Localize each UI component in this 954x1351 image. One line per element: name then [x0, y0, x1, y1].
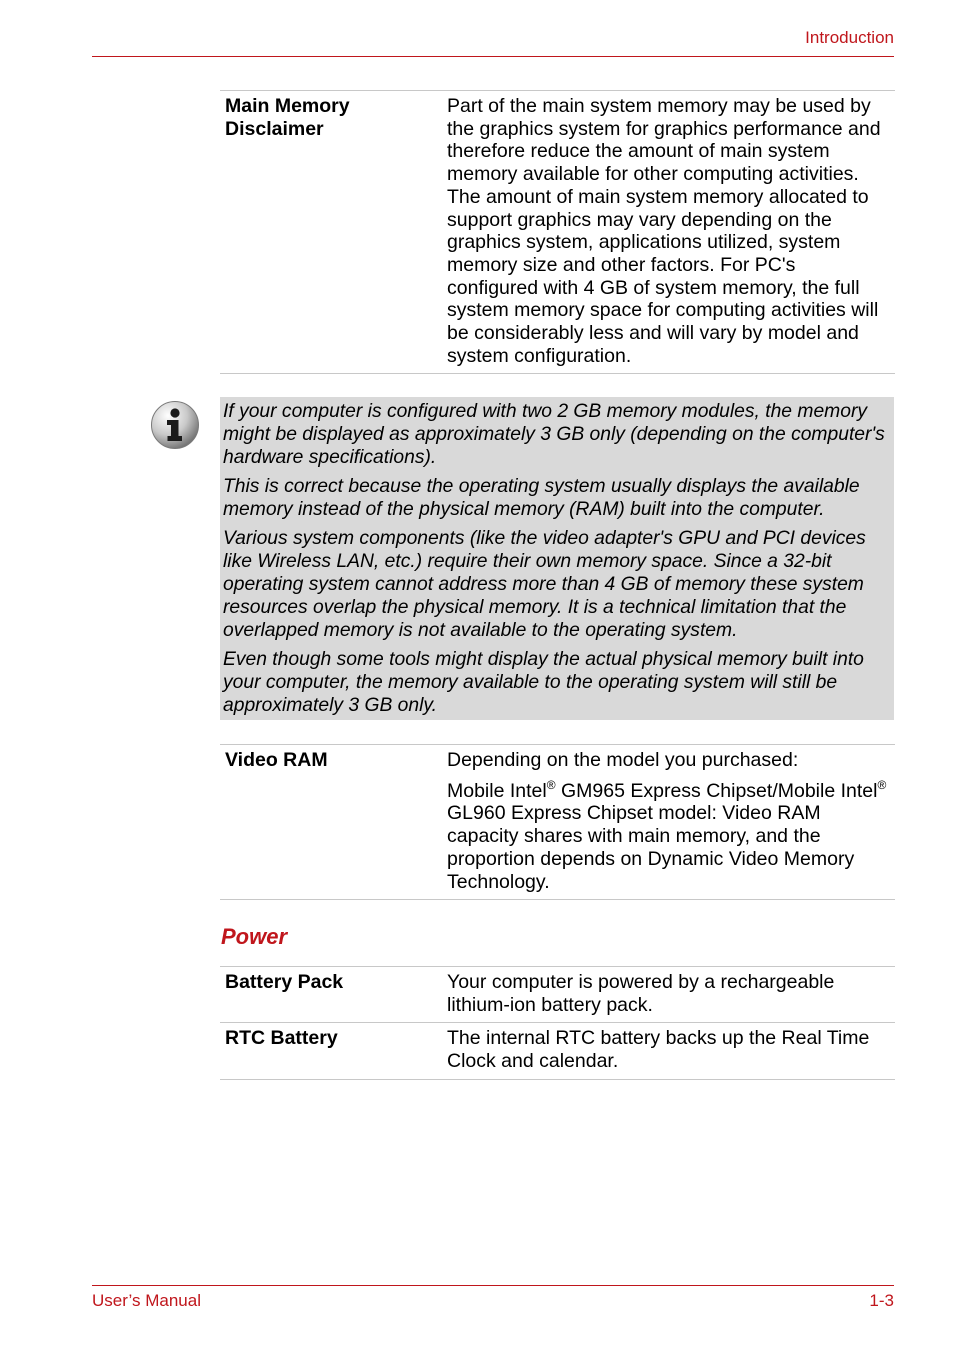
- note-paragraph: If your computer is configured with two 2 GB memory modules, the memory might be displayed as approximately 3 GB only (depending on the computer's hardware specifications).: [223, 401, 885, 468]
- table-description: [443, 91, 895, 373]
- table-term: Battery Pack: [225, 971, 344, 993]
- registered-mark: ®: [877, 777, 887, 792]
- registered-mark: ®: [546, 777, 556, 792]
- text-run: Mobile Intel: [447, 779, 547, 802]
- info-icon: [150, 400, 200, 450]
- description-text: [447, 777, 891, 894]
- note-paragraph: Even though some tools might display the actual physical memory built into your computer, the memory available to the operating system will still be approximately 3 GB only.: [223, 649, 864, 716]
- footer-divider: [92, 1285, 894, 1286]
- main-memory-table: [220, 90, 895, 374]
- text-run: GM965 Express Chipset/Mobile Intel: [555, 779, 878, 802]
- table-description: Your computer is powered by a rechargeable lithium-ion battery pack.: [447, 971, 835, 1016]
- note-box: [220, 397, 894, 720]
- section-heading-power: Power: [221, 924, 288, 949]
- description-intro: Depending on the model you purchased:: [447, 749, 799, 771]
- note-paragraph: This is correct because the operating system usually displays the available memory instead of the physical memory (RAM) built into the computer.: [223, 476, 860, 520]
- text-run: GL960 Express Chipset model: Video RAM capacity shares with main memory, and the proportion depends on Dynamic Video Memory Technology.: [447, 802, 855, 893]
- power-table: [220, 966, 895, 1080]
- table-row: [220, 90, 895, 374]
- description-text: Part of the main system memory may be used by the graphics system for graphics performance and therefore reduce the amount of main system memory available for other computing activities. The amount of main system memory allocated to support graphics may vary depending on the graphics system, applications utilized, system memory size and other factors. For PC's configured with 4 GB of system memory, the full system memory space for computing activities will be considerably less and will vary by model and system configuration.: [447, 95, 881, 367]
- page-number: 1-3: [869, 1291, 894, 1310]
- table-row: [220, 966, 895, 1022]
- term-line: Disclaimer: [225, 117, 324, 140]
- footer-manual-title: User’s Manual: [92, 1291, 201, 1310]
- table-row: [220, 744, 895, 900]
- term-line: Main Memory: [225, 95, 350, 117]
- header-divider: [92, 56, 894, 57]
- video-ram-table: [220, 744, 895, 900]
- table-row: [220, 1022, 895, 1079]
- table-description: [443, 745, 895, 899]
- table-term: RTC Battery: [225, 1027, 338, 1050]
- note-paragraph: Various system components (like the video adapter's GPU and PCI devices like Wireless LAN, etc.) require their own memory space. Since a 32-bit operating system cannot address more than 4 GB of memory these system resources overlap the physical memory. It is a technical limitation that the overlapped memory is not available to the operating system.: [223, 528, 866, 641]
- table-term: Video RAM: [225, 749, 328, 771]
- running-header: Introduction: [805, 28, 894, 47]
- table-term: [220, 91, 443, 373]
- table-description: The internal RTC battery backs up the Real Time Clock and calendar.: [447, 1027, 870, 1073]
